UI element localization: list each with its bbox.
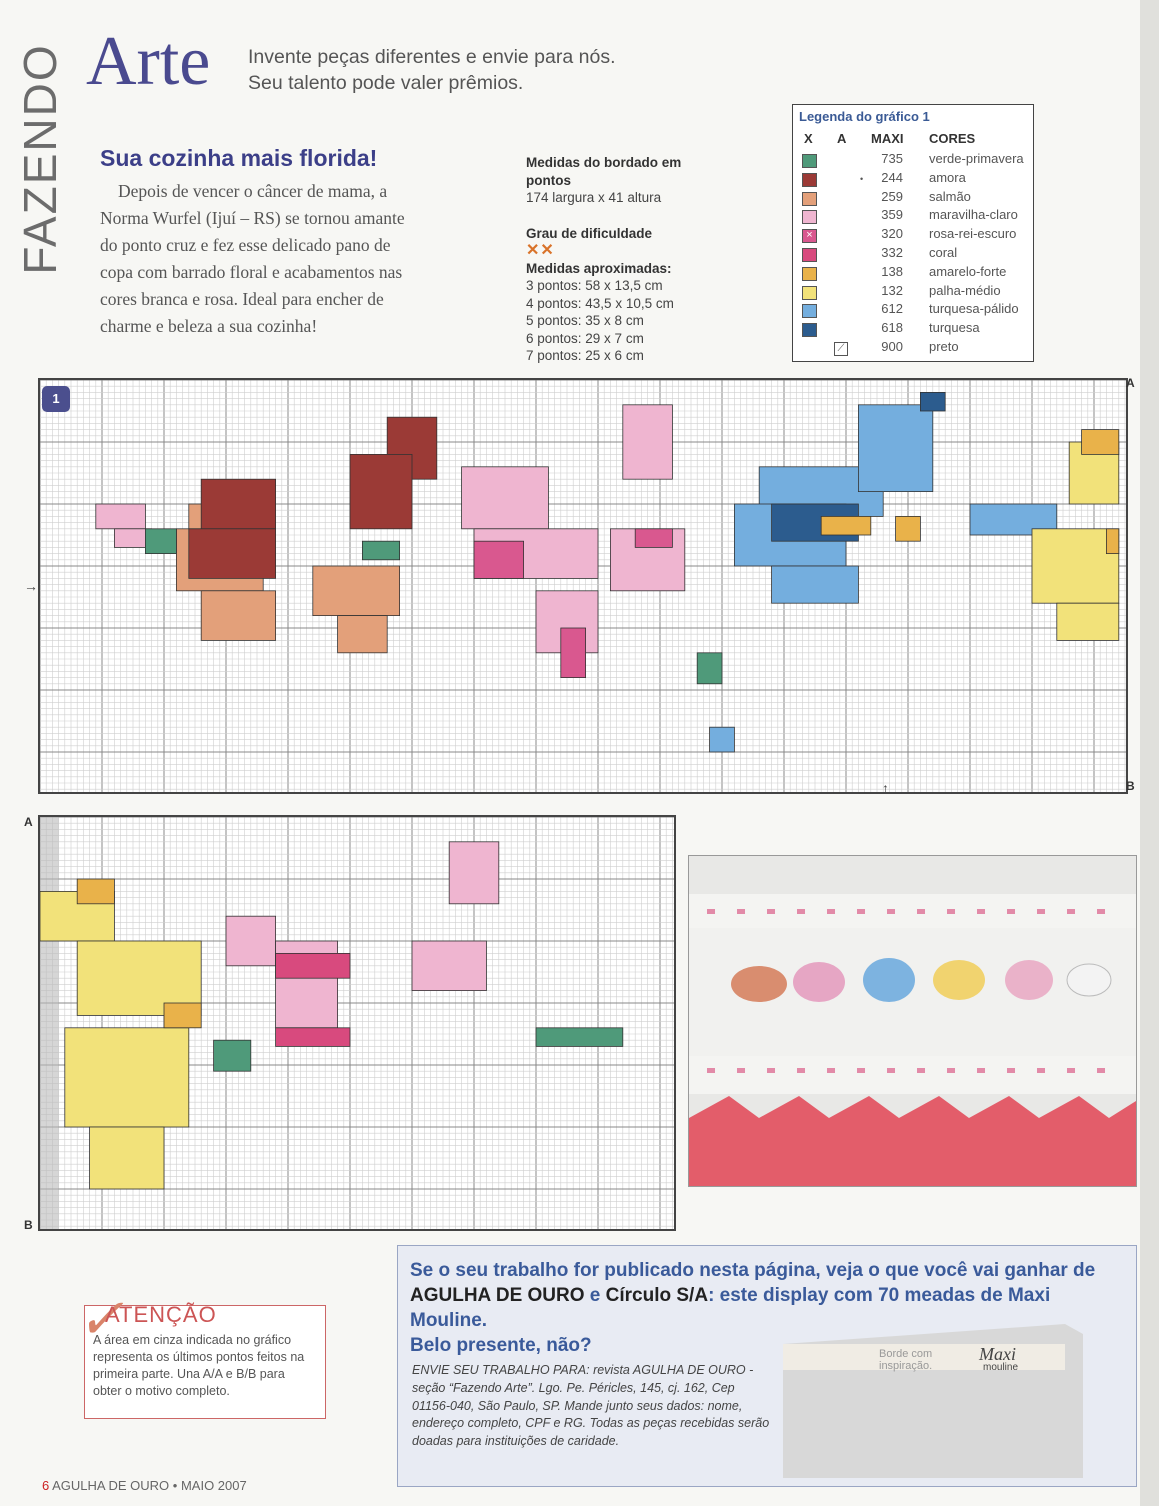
legend-code: 618 <box>881 320 903 336</box>
stitch-area <box>536 1028 623 1047</box>
chart1-label-a: A <box>1126 376 1135 390</box>
legend-color-name: palha-médio <box>929 282 1001 298</box>
legend-row <box>793 283 1033 302</box>
stitch-area <box>313 566 400 616</box>
legend-code: 259 <box>881 188 903 204</box>
chart2-label-a: A <box>24 815 33 829</box>
approx-item: 7 pontos: 25 x 6 cm <box>526 348 644 363</box>
stitch-area <box>697 653 722 684</box>
legend-backstitch-mark: ⟋ <box>834 342 848 356</box>
stitch-area <box>90 1127 164 1189</box>
stitch-area <box>276 953 350 978</box>
stitch-area <box>1032 529 1119 603</box>
stitch-area <box>65 1028 189 1127</box>
chart1-label-b: B <box>1126 779 1135 793</box>
prize-line-3: Belo presente, não? <box>410 1335 592 1356</box>
legend-row <box>793 301 1033 320</box>
legend-code: 735 <box>881 151 903 166</box>
legend-row <box>793 151 1033 170</box>
stitch-area <box>821 516 871 535</box>
footer-publication: AGULHA DE OURO <box>52 1478 170 1493</box>
footer-date: MAIO 2007 <box>180 1478 247 1493</box>
gray-overlap-area <box>40 817 59 1229</box>
stitch-area <box>362 541 399 560</box>
stitch-area <box>710 727 735 752</box>
stitch-area <box>189 529 276 579</box>
pattern-chart-1 <box>38 378 1128 794</box>
legend-row <box>793 226 1033 245</box>
stitch-area <box>145 529 176 554</box>
stitch-area <box>623 405 673 479</box>
stitch-area <box>772 566 859 603</box>
difficulty-marks: ✕✕ <box>526 242 555 259</box>
article-title: Sua cozinha mais florida! <box>100 145 378 171</box>
stitch-area <box>920 392 945 411</box>
embroidery-photo-drawing <box>689 856 1136 1186</box>
legend-color-name: rosa-rei-escuro <box>929 226 1017 242</box>
prize-send-instructions: ENVIE SEU TRABALHO PARA: revista AGULHA DE OURO - seção “Fazendo Arte”. Lgo. Pe. Péricles, 145, cj. 162, Cep 01156-040, São Paulo, SP. Mande junto seus dados: nome, endereço completo, CPF e RG. Todas as peças recebidas serão doadas para instituições de caridade. <box>412 1363 770 1449</box>
attention-text: A área em cinza indicada no gráfico representa os últimos pontos feitos na primeira parte. Una A/A e B/B para obter o motivo completo. <box>93 1333 305 1398</box>
stitch-area <box>1082 430 1119 455</box>
stitch-area <box>462 467 549 529</box>
pattern-chart-1-grid <box>40 380 1126 792</box>
color-legend <box>792 104 1034 362</box>
display-brand: Maxi <box>979 1344 1016 1364</box>
display-brand-sub: mouline <box>983 1362 1019 1373</box>
stitch-area <box>635 529 672 548</box>
legend-title: Legenda do gráfico 1 <box>799 109 930 124</box>
difficulty-title: Grau de dificuldade <box>526 225 653 241</box>
prize-line-2: : este display com 70 meadas de Maxi Mouline. <box>410 1285 1051 1331</box>
arrow-right-icon: → <box>24 578 38 594</box>
approx-item: 4 pontos: 43,5 x 10,5 cm <box>526 295 674 311</box>
pattern-chart-2-grid <box>40 817 674 1229</box>
legend-color-name: preto <box>929 339 959 354</box>
legend-swatch <box>802 323 817 337</box>
legend-header-a: A <box>837 131 847 146</box>
legend-color-name: amarelo-forte <box>929 263 1007 279</box>
stitch-area <box>1106 529 1118 554</box>
legend-code: 244 <box>881 169 903 185</box>
stitch-area <box>338 616 388 653</box>
tagline-line-2: Seu talento pode valer prêmios. <box>248 72 524 94</box>
stitch-area <box>1057 603 1119 640</box>
legend-dot: • <box>860 173 864 184</box>
legend-color-name: maravilha-claro <box>929 207 1018 223</box>
approx-item: 6 pontos: 29 x 7 cm <box>526 330 644 346</box>
stitch-area <box>201 479 275 529</box>
prize-line-1: Se o seu trabalho for publicado nesta página, veja o que você vai ganhar de <box>410 1260 1096 1281</box>
legend-swatch <box>802 154 817 168</box>
legend-swatch <box>802 173 817 187</box>
stitch-area <box>449 842 499 904</box>
stitch-area <box>214 1040 251 1071</box>
legend-swatch <box>802 210 817 224</box>
measures-title: Medidas do bordado em pontos <box>526 155 682 188</box>
prize-conj: e <box>584 1285 606 1306</box>
pattern-chart-2 <box>38 815 676 1231</box>
legend-swatch <box>802 304 817 318</box>
attention-box <box>77 1287 326 1419</box>
legend-row <box>793 170 1033 189</box>
legend-code: 332 <box>881 245 903 260</box>
display-label: Borde com inspiração. <box>879 1348 933 1372</box>
stitch-area <box>350 454 412 528</box>
embroidery-photo <box>688 855 1137 1187</box>
tagline-line-1: Invente peças diferentes e envie para nós. <box>248 46 616 68</box>
legend-header-x: X <box>804 131 813 146</box>
arrow-up-icon: ↑ <box>882 780 889 796</box>
legend-swatch <box>802 192 817 206</box>
prize-brand-2: Círculo S/A <box>605 1285 709 1306</box>
legend-row <box>793 320 1033 339</box>
legend-color-name: salmão <box>929 188 971 204</box>
section-label: FAZENDO <box>14 43 66 275</box>
legend-swatch: × <box>802 229 817 243</box>
checkmark-icon: ✓ <box>77 1287 124 1350</box>
stitch-area <box>164 1003 201 1028</box>
legend-color-name: amora <box>929 169 966 185</box>
legend-color-name: turquesa <box>929 320 980 336</box>
stitch-area <box>77 879 114 904</box>
legend-code: 359 <box>881 207 903 223</box>
legend-row <box>793 264 1033 283</box>
page-number: 6 <box>42 1478 50 1493</box>
legend-row <box>793 207 1033 226</box>
legend-color-name: verde-primavera <box>929 151 1024 166</box>
stitch-area <box>276 1028 350 1047</box>
stitch-area <box>226 916 276 966</box>
stitch-area <box>96 504 146 529</box>
legend-color-name: coral <box>929 245 958 260</box>
stitch-area <box>474 541 524 578</box>
legend-swatch <box>802 286 817 300</box>
legend-swatch <box>802 267 817 281</box>
prize-brand-1: AGULHA DE OURO <box>410 1285 585 1306</box>
legend-code: 138 <box>881 263 903 279</box>
stitch-area <box>896 516 921 541</box>
prize-box <box>397 1245 1137 1487</box>
approx-item: 5 pontos: 35 x 8 cm <box>526 313 644 328</box>
chart2-label-b: B <box>24 1218 33 1232</box>
article-paragraph: Depois de vencer o câncer de mama, a Norma Wurfel (Ijuí – RS) se tornou amante do ponto cruz e fez esse delicado pano de copa com barrado floral e acabamentos nas cores branca e rosa. Ideal para encher de charme e beleza a sua cozinha! <box>100 181 405 336</box>
thread-display-image <box>783 1324 1083 1478</box>
legend-swatch <box>802 248 817 262</box>
stitch-area <box>858 405 932 492</box>
tagline <box>248 44 616 96</box>
page-edge <box>1140 0 1159 1506</box>
legend-header-maxi: MAXI <box>871 131 904 146</box>
legend-code: 900 <box>881 339 903 354</box>
approx-title: Medidas aproximadas: <box>526 260 672 276</box>
legend-code: 612 <box>881 301 903 317</box>
section-title: Arte <box>86 23 211 100</box>
attention-title: ATENÇÃO <box>105 1302 217 1327</box>
stitch-area <box>412 941 486 991</box>
page-footer <box>42 1478 247 1493</box>
stitch-area <box>561 628 586 678</box>
measures-value: 174 largura x 41 altura <box>526 190 662 205</box>
stitch-area <box>201 591 275 641</box>
legend-row <box>793 339 1033 358</box>
article-body <box>100 178 420 340</box>
footer-separator: • <box>169 1478 181 1493</box>
approx-item: 3 pontos: 58 x 13,5 cm <box>526 278 663 293</box>
legend-row <box>793 189 1033 208</box>
legend-color-name: turquesa-pálido <box>929 301 1019 317</box>
specs-block <box>526 154 686 365</box>
legend-row <box>793 245 1033 264</box>
legend-code: 132 <box>881 282 903 298</box>
legend-code: 320 <box>881 226 903 242</box>
chart-number-badge: 1 <box>42 386 70 412</box>
legend-header-cores: CORES <box>929 131 976 146</box>
